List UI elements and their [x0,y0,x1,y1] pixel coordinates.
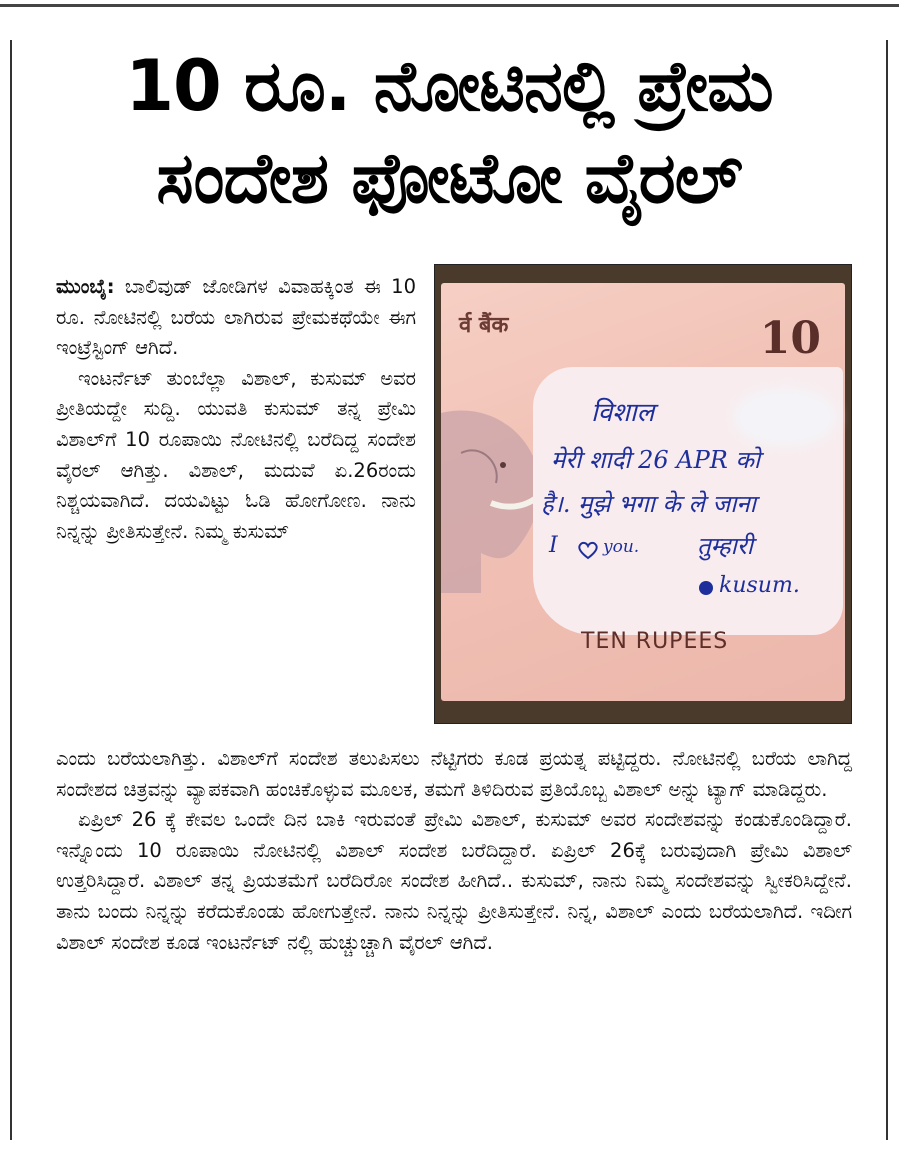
note-bank-text: र्व बैंक [459,313,509,338]
banknote-photo [434,264,852,724]
article-paragraph-3: ಏಪ್ರಿಲ್ 26 ಕ್ಕೆ ಕೇವಲ ಒಂದೇ ದಿನ ಬಾಕಿ ಇರುವಂತೆ ಪ್ರೇಮಿ ವಿಶಾಲ್, ಕುಸುಮ್ ಅವರ ಸಂದೇಶವನ್ನು ಕಂಡುಕೊಂಡಿದ್ದಾರೆ. ಇನ್ನೊಂದು 10 ರೂಪಾಯಿ ನೋಟಿನಲ್ಲಿ ವಿಶಾಲ್ ಸಂದೇಶ ಬರೆದಿದ್ದಾರೆ. ಏಪ್ರಿಲ್ 26ಕ್ಕೆ ಬರುವುದಾಗಿ ಪ್ರೇಮಿ ವಿಶಾಲ್ ಉತ್ತರಿಸಿದ್ದಾರೆ. ವಿಶಾಲ್ ತನ್ನ ಪ್ರಿಯತಮೆಗೆ ಬರೆದಿರೋ ಸಂದೇಶ ಹೀಗಿದೆ.. ಕುಸುಮ್, ನಾನು ನಿಮ್ಮ ಸಂದೇಶವನ್ನು ಸ್ವೀಕರಿಸಿದ್ದೇನೆ. ತಾನು ಬಂದು ನಿನ್ನನ್ನು ಕರೆದುಕೊಂಡು ಹೋಗುತ್ತೇನೆ. ನಾನು ನಿನ್ನನ್ನು ಪ್ರೀತಿಸುತ್ತೇನೆ. ನಿನ್ನ, ವಿಶಾಲ್ ಎಂದು ಬರೆಯಲಾಗಿದೆ. ಇದೀಗ ವಿಶಾಲ್ ಸಂದೇಶ ಕೂಡ ಇಂಟರ್ನೆಟ್ ನಲ್ಲಿ ಹುಚ್ಚುಚ್ಚಾಗಿ ವೈರಲ್ ಆಗಿದೆ. [56,808,852,954]
lead-text: ಬಾಲಿವುಡ್ ಜೋಡಿಗಳ ವಿವಾಹಕ್ಕಿಂತ ಈ 10 ರೂ. ನೋಟಿನಲ್ಲಿ ಬರೆಯ ಲಾಗಿರುವ ಪ್ರೇಮಕಥೆಯೇ ಈಗ ಇಂಟ್ರೆಸ್ಟಿಂಗ್ ಆಗಿದೆ. [56,275,416,360]
article-paragraph-1 [56,272,416,364]
note-denomination: 10 [759,313,821,364]
headline-line-2: ಸಂದೇಶ ಫೋಟೋ ವೈರಲ್ [156,137,742,219]
article-full-column [56,744,852,958]
headline [24,40,874,224]
article-paragraph-2-continued: ಎಂದು ಬರೆಯಲಾಗಿತ್ತು. ವಿಶಾಲ್‌ಗೆ ಸಂದೇಶ ತಲುಪಿಸಲು ನೆಟ್ಟಿಗರು ಕೂಡ ಪ್ರಯತ್ನ ಪಟ್ಟಿದ್ದರು. ನೋಟಿನಲ್ಲಿ ಬರೆಯ ಲಾಗಿದ್ದ ಸಂದೇಶದ ಚಿತ್ರವನ್ನು ವ್ಯಾಪಕವಾಗಿ ಹಂಚಿಕೊಳ್ಳುವ ಮೂಲಕ, ತಮಗೆ ತಿಳಿದಿರುವ ಪ್ರತಿಯೊಬ್ಬ ವಿಶಾಲ್ ಅನ್ನು ಟ್ಯಾಗ್ ಮಾಡಿದ್ದರು. [56,747,852,801]
top-rule [0,4,899,7]
ink-dot [699,581,713,595]
article-lead-column [56,272,416,547]
headline-line-1: 10 ರೂ. ನೋಟಿನಲ್ಲಿ ಪ್ರೇಮ [125,45,773,127]
handwritten-line-3: है।. मुझे भगा के ले जाना [541,490,756,518]
note-ten-rupees-text: TEN RUPEES [581,629,729,654]
handwritten-line-2: मेरी शादी 26 APR को [551,446,761,474]
handwritten-tumhari: तुम्हारी [697,532,753,560]
handwritten-signature: kusum. [719,573,800,598]
blurred-name [741,395,829,439]
ten-rupee-note [441,283,845,701]
heart-icon [577,540,599,560]
handwritten-line-1: विशाल [591,398,655,428]
handwritten-i: I [549,533,558,558]
handwritten-you: you. [603,537,640,557]
column-rule-left [10,40,12,1140]
column-rule-right [886,40,888,1140]
dateline: ಮುಂಬೈ: [56,275,115,298]
article-paragraph-2: ಇಂಟರ್ನೆಟ್ ತುಂಬೆಲ್ಲಾ ವಿಶಾಲ್, ಕುಸುಮ್ ಅವರ ಪ್ರೀತಿಯದ್ದೇ ಸುದ್ದಿ. ಯುವತಿ ಕುಸುಮ್ ತನ್ನ ಪ್ರೇಮಿ ವಿಶಾಲ್‌ಗೆ 10 ರೂಪಾಯಿ ನೋಟಿನಲ್ಲಿ ಬರೆದಿದ್ದ ಸಂದೇಶ ವೈರಲ್ ಆಗಿತ್ತು. ವಿಶಾಲ್, ಮದುವೆ ಏ.26ರಂದು ನಿಶ್ಚಯವಾಗಿದೆ. ದಯವಿಟ್ಟು ಓಡಿ ಹೋಗೋಣ. ನಾನು ನಿನ್ನನ್ನು ಪ್ರೀತಿಸುತ್ತೇನೆ. ನಿಮ್ಮ ಕುಸುಮ್ [56,366,416,543]
